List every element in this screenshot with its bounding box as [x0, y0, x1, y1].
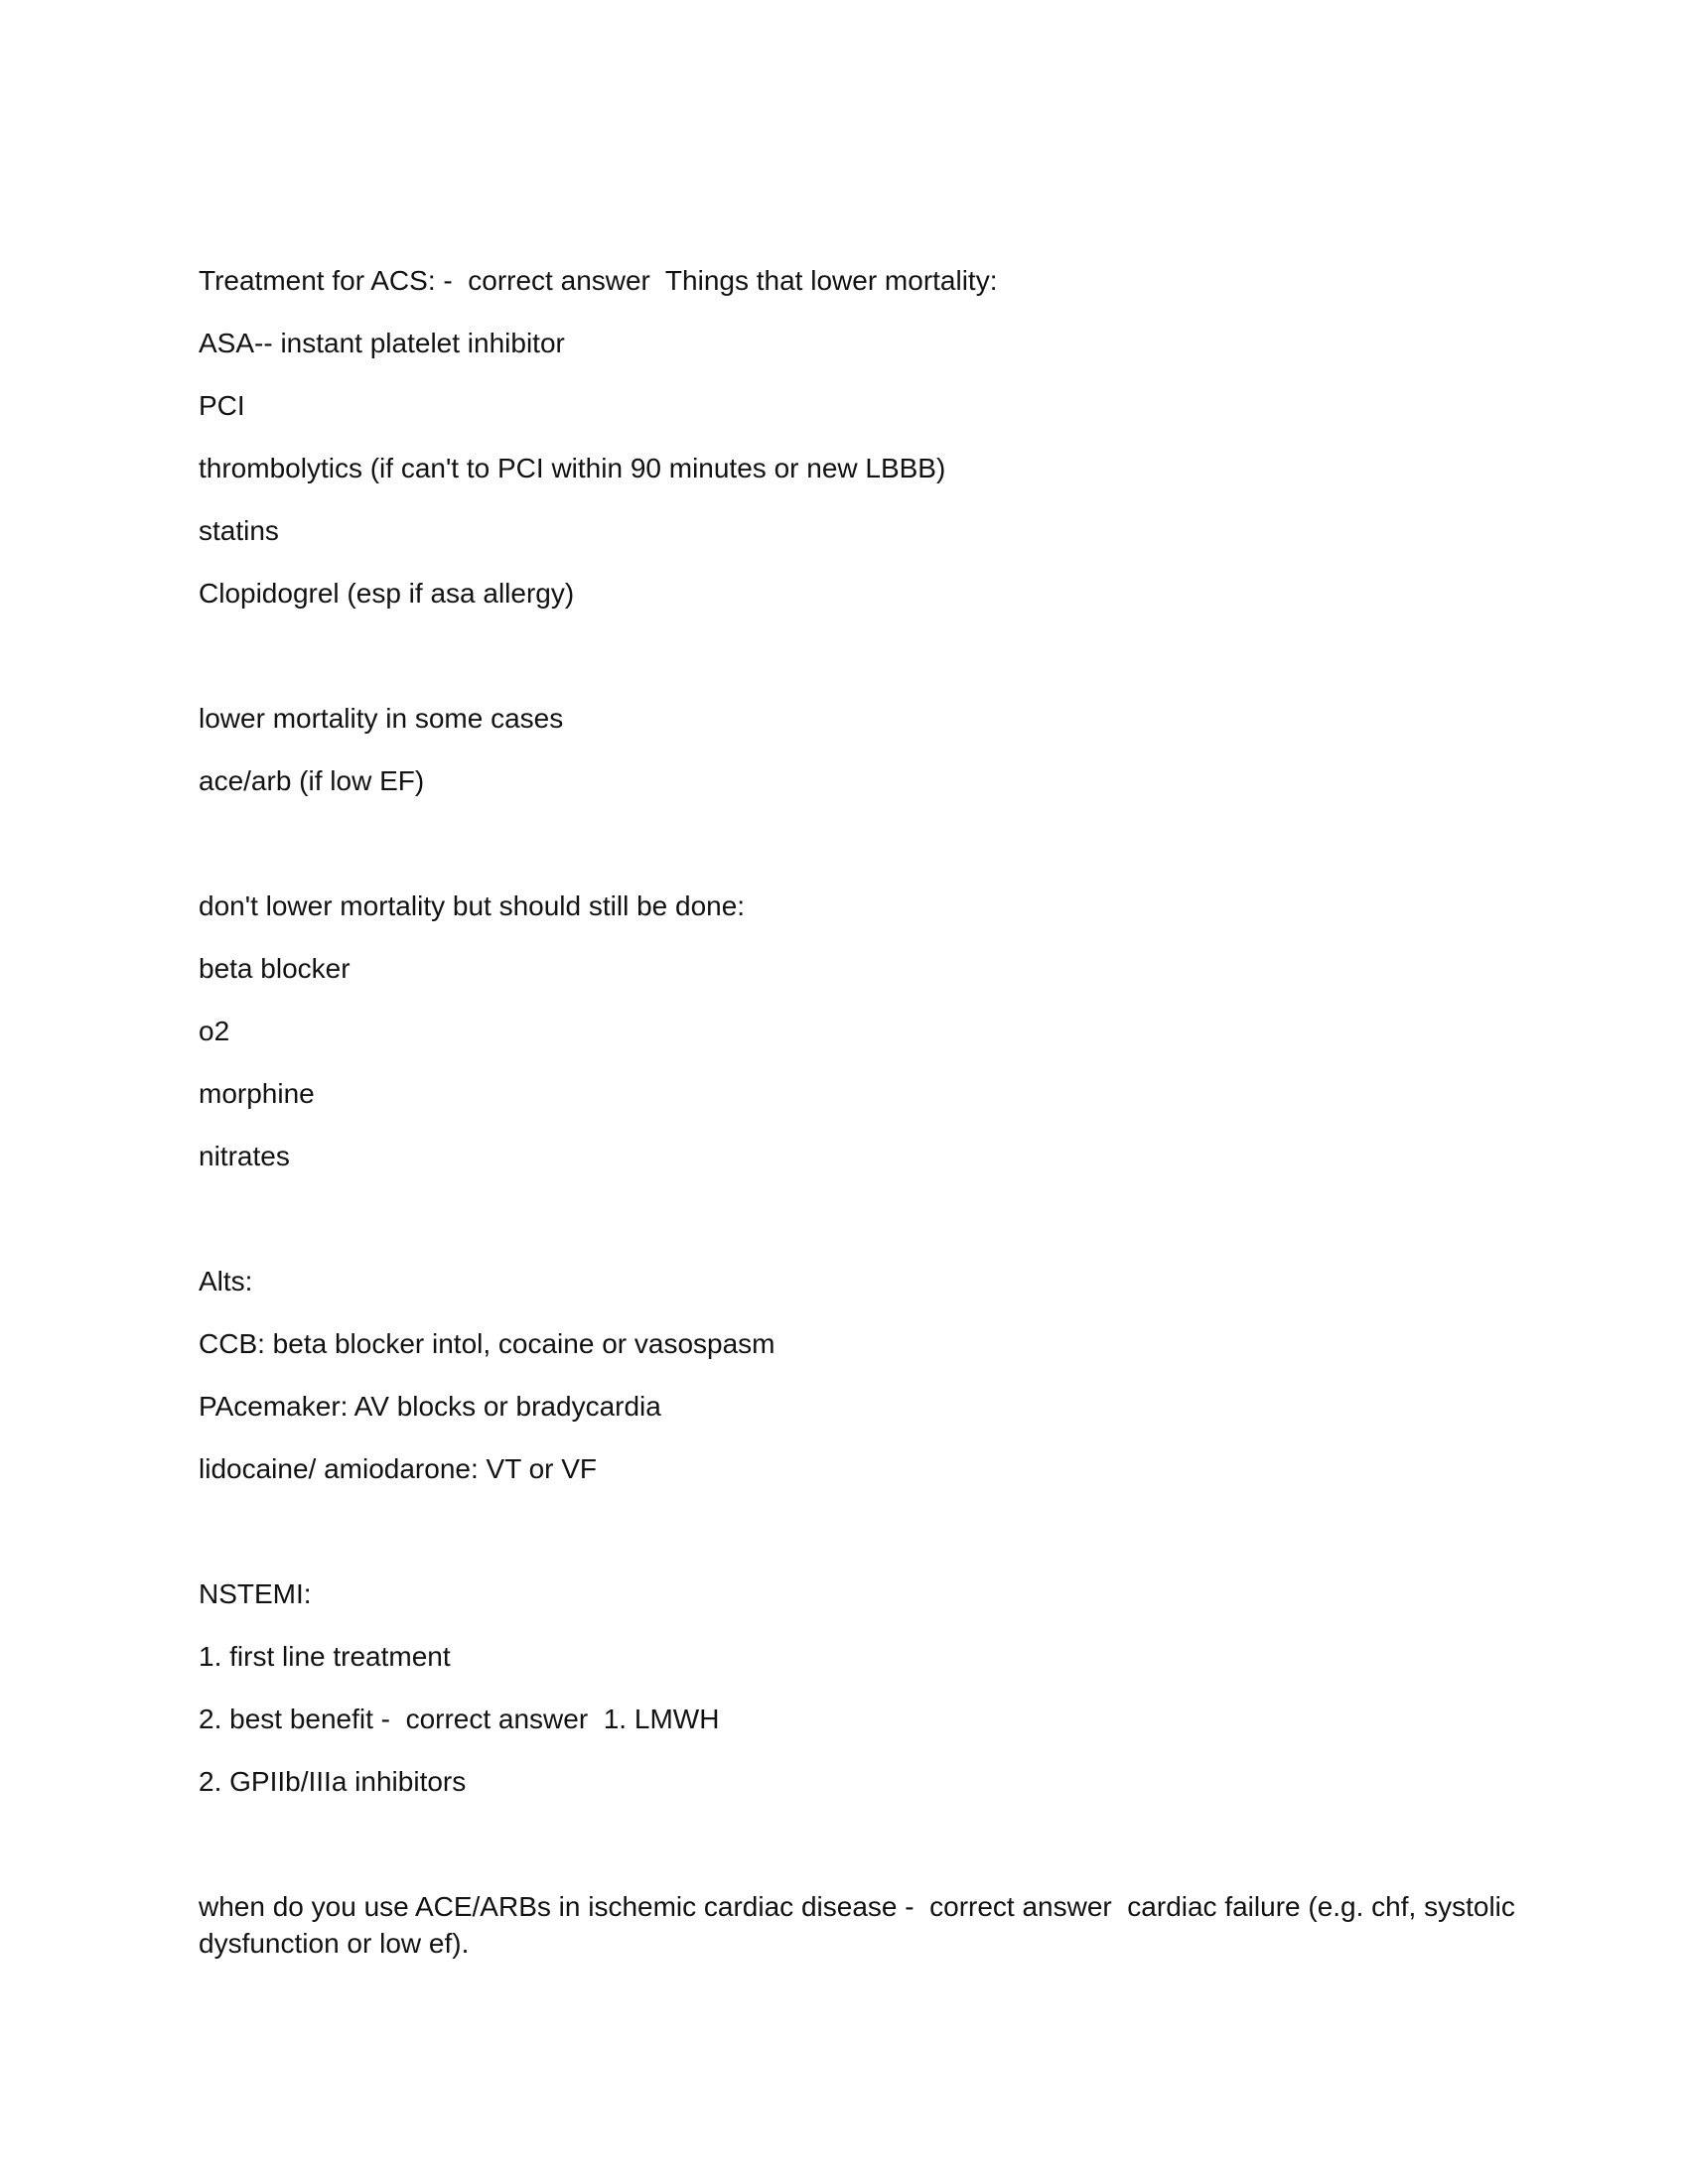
paragraph: nitrates — [199, 1141, 290, 1171]
paragraph: o2 — [199, 1016, 230, 1046]
blank-line — [199, 1200, 1589, 1237]
paragraph: thrombolytics (if can't to PCI within 90 minutes or new LBBB) — [199, 453, 946, 483]
paragraph: lidocaine/ amiodarone: VT or VF — [199, 1453, 598, 1484]
paragraph: lower mortality in some cases — [199, 703, 564, 734]
paragraph: ASA-- instant platelet inhibitor — [199, 328, 565, 358]
paragraph: NSTEMI: — [199, 1578, 312, 1609]
paragraph: PCI — [199, 390, 245, 421]
paragraph: morphine — [199, 1078, 315, 1109]
blank-line — [199, 1826, 1589, 1862]
blank-line — [199, 637, 1589, 674]
paragraph: 2. best benefit - correct answer 1. LMWH — [199, 1704, 720, 1734]
blank-line — [199, 825, 1589, 862]
paragraph: when do you use ACE/ARBs in ischemic cardiac disease - correct answer cardiac failure (e.g. chf, systolic dysfunction or low ef). — [199, 1891, 1523, 1959]
paragraph: don't lower mortality but should still be done: — [199, 890, 746, 921]
paragraph: 1. first line treatment — [199, 1641, 451, 1672]
paragraph: PAcemaker: AV blocks or bradycardia — [199, 1391, 661, 1422]
paragraph: ace/arb (if low EF) — [199, 765, 425, 796]
blank-line — [199, 1513, 1589, 1550]
document-text-block — [199, 262, 1589, 1962]
paragraph: 2. GPIIb/IIIa inhibitors — [199, 1766, 467, 1797]
paragraph: Treatment for ACS: - correct answer Things that lower mortality: — [199, 265, 998, 296]
paragraph: CCB: beta blocker intol, cocaine or vasospasm — [199, 1328, 775, 1359]
paragraph: Clopidogrel (esp if asa allergy) — [199, 578, 575, 609]
paragraph: beta blocker — [199, 953, 351, 984]
paragraph: statins — [199, 515, 279, 546]
paragraph: Alts: — [199, 1266, 253, 1297]
